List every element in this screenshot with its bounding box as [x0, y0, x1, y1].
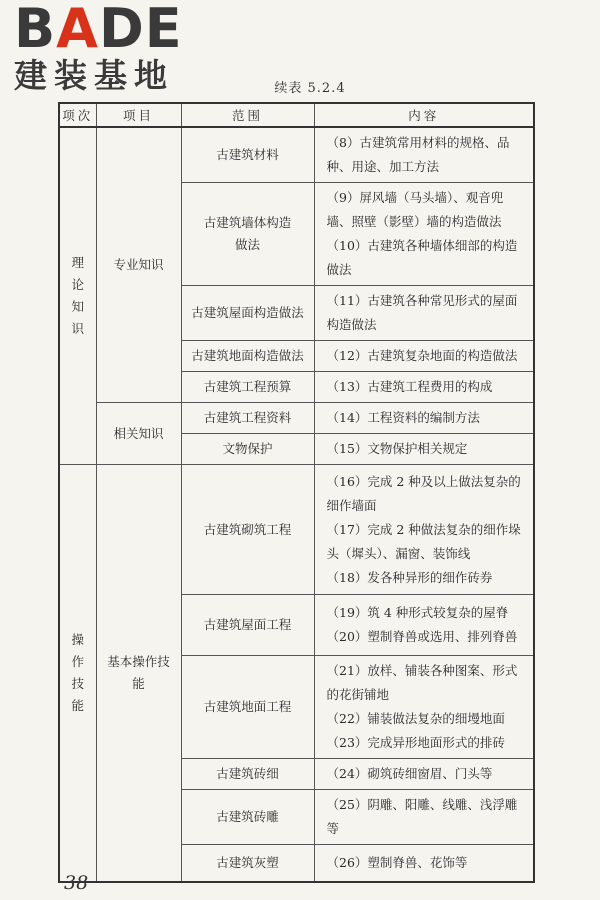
- header-category: 项次: [59, 103, 96, 127]
- table-row: [59, 403, 534, 434]
- scope-cell: 古建筑墙体构造 做法: [181, 183, 314, 286]
- table-caption: 续表 5.2.4: [274, 81, 346, 96]
- table-header-row: [59, 103, 534, 127]
- table-row: [59, 465, 534, 595]
- content-cell: [314, 341, 534, 372]
- content-line: （21）放样、铺装各种图案、形式的花街铺地: [326, 663, 518, 702]
- logo-wordmark: BADE: [14, 0, 183, 60]
- content-line: （22）铺装做法复杂的细墁地面: [326, 711, 505, 726]
- content-cell: [314, 434, 534, 465]
- page-number: 38: [64, 872, 89, 894]
- scope-cell: 古建筑地面工程: [181, 656, 314, 759]
- content-line: （12）古建筑复杂地面的构造做法: [326, 348, 518, 363]
- scope-cell: 古建筑砖雕: [181, 790, 314, 845]
- content-line: （24）砌筑砖细窗眉、门头等: [326, 766, 493, 781]
- skills-table: [58, 102, 535, 883]
- scope-cell: 古建筑砌筑工程: [181, 465, 314, 595]
- logo-chinese: 建装基地: [14, 56, 174, 95]
- scope-cell: 古建筑材料: [181, 127, 314, 183]
- content-line: （9）屏风墙（马头墙）、观音兜墙、照壁（影壁）墙的构造做法: [326, 190, 504, 229]
- content-cell: [314, 465, 534, 595]
- content-cell: [314, 183, 534, 286]
- scope-cell: 古建筑屋面工程: [181, 595, 314, 656]
- content-line: （20）塑制脊兽或选用、排列脊兽: [326, 629, 518, 644]
- content-cell: [314, 595, 534, 656]
- content-cell: [314, 656, 534, 759]
- scope-cell: 古建筑砖细: [181, 759, 314, 790]
- scope-cell: 古建筑工程预算: [181, 372, 314, 403]
- category-cell: 理论 知识: [59, 127, 96, 465]
- content-line: （8）古建筑常用材料的规格、品种、用途、加工方法: [326, 135, 510, 174]
- scope-cell: 文物保护: [181, 434, 314, 465]
- scope-cell: 古建筑工程资料: [181, 403, 314, 434]
- content-line: （11）古建筑各种常见形式的屋面构造做法: [326, 293, 518, 332]
- content-line: （16）完成 2 种及以上做法复杂的细作墙面: [326, 473, 521, 513]
- content-line: （10）古建筑各种墙体细部的构造做法: [326, 238, 518, 277]
- content-cell: [314, 372, 534, 403]
- content-line: （19）筑 4 种形式较复杂的屋脊: [326, 605, 509, 620]
- scope-cell: 古建筑灰塑: [181, 845, 314, 882]
- content-line: （17）完成 2 种做法复杂的细作垛头（墀头）、漏窗、装饰线: [326, 521, 521, 561]
- content-line: （13）古建筑工程费用的构成: [326, 379, 493, 394]
- header-scope: 范围: [181, 103, 314, 127]
- header-item: 项目: [96, 103, 181, 127]
- table-row: [59, 127, 534, 183]
- item-cell: 基本操作技能: [96, 465, 181, 882]
- content-cell: [314, 286, 534, 341]
- content-line: （18）发各种异形的细作砖券: [326, 569, 493, 585]
- content-line: （25）阴雕、阳雕、线雕、浅浮雕等: [326, 797, 518, 836]
- content-line: （26）塑制脊兽、花饰等: [326, 854, 468, 870]
- header-content: 内容: [314, 103, 534, 127]
- content-cell: [314, 403, 534, 434]
- content-line: （15）文物保护相关规定: [326, 441, 468, 456]
- item-cell: 专业知识: [96, 127, 181, 403]
- content-cell: [314, 759, 534, 790]
- scope-cell: 古建筑屋面构造做法: [181, 286, 314, 341]
- content-line: （14）工程资料的编制方法: [326, 410, 480, 425]
- content-cell: [314, 790, 534, 845]
- category-cell: 操作 技能: [59, 465, 96, 882]
- content-cell: [314, 845, 534, 882]
- item-cell: 相关知识: [96, 403, 181, 465]
- content-cell: [314, 127, 534, 183]
- scope-cell: 古建筑地面构造做法: [181, 341, 314, 372]
- content-line: （23）完成异形地面形式的排砖: [326, 735, 505, 750]
